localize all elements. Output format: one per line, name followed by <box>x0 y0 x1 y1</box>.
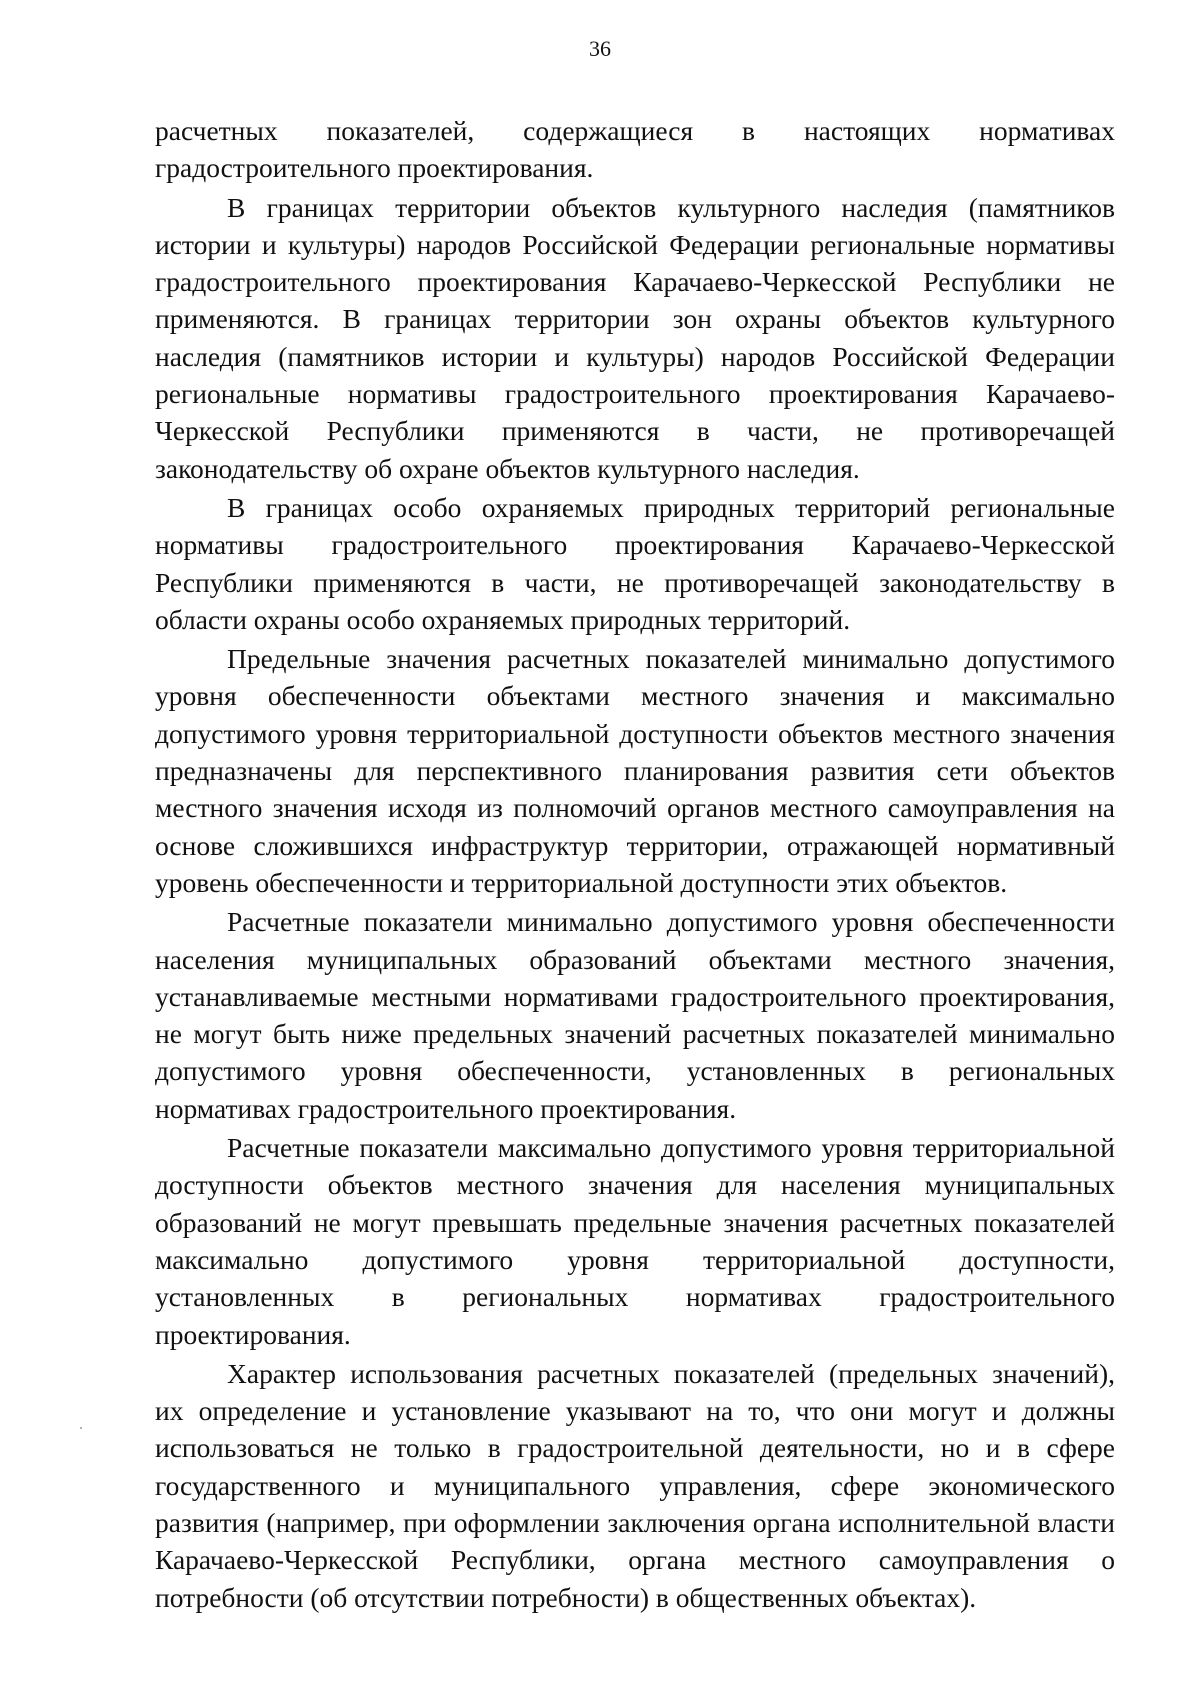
text-line: потребности (об отсутствии потребности) в общественных объектах). <box>155 1581 977 1613</box>
page-number: 36 <box>589 36 611 61</box>
scan-artifact-dot <box>80 1427 82 1429</box>
text-line: проектирования. <box>155 1318 351 1350</box>
text-line: законодательству об охране объектов культурного наследия. <box>155 452 860 484</box>
text-line: основе сложившихся инфраструктур территории, отражающей нормативный <box>155 829 1115 861</box>
paragraph-cultural-heritage <box>155 189 1115 487</box>
text-line: использоваться не только в градостроительной деятельности, но и в сфере <box>155 1432 1115 1464</box>
text-line: не могут быть ниже предельных значений расчетных показателей минимально <box>155 1018 1115 1050</box>
text-line: наследия (памятников истории и культуры) народов Российской Федерации <box>155 340 1115 372</box>
text-line: их определение и установление указывают на то, что они могут и должны <box>155 1395 1115 1427</box>
text-line: региональные нормативы градостроительного проектирования Карачаево- <box>155 378 1115 410</box>
text-line: нормативы градостроительного проектирования Карачаево-Черкесской <box>155 529 1115 561</box>
text-line: уровень обеспеченности и территориальной доступности этих объектов. <box>155 866 1008 898</box>
paragraph-minimum-provision <box>155 903 1115 1127</box>
text-line: Республики применяются в части, не противоречащей законодательству в <box>155 566 1115 598</box>
text-line: предназначены для перспективного планирования развития сети объектов <box>155 755 1115 787</box>
text-line: В границах особо охраняемых природных территорий региональные <box>227 491 1115 523</box>
text-line: доступности объектов местного значения для населения муниципальных <box>155 1169 1115 1201</box>
text-line: области охраны особо охраняемых природных территорий. <box>155 603 851 635</box>
paragraph-maximum-accessibility <box>155 1129 1115 1353</box>
paragraph-limit-values <box>155 640 1115 901</box>
text-line: устанавливаемые местными нормативами градостроительного проектирования, <box>155 980 1115 1012</box>
text-line: допустимого уровня территориальной доступности объектов местного значения <box>155 717 1115 749</box>
text-line: максимально допустимого уровня территориальной доступности, <box>155 1243 1115 1275</box>
paragraph-usage-character <box>155 1355 1115 1616</box>
text-line: В границах территории объектов культурного наследия (памятников <box>227 191 1115 223</box>
text-line: нормативах градостроительного проектирования. <box>155 1092 737 1124</box>
text-line: уровня обеспеченности объектами местного значения и максимально <box>155 680 1115 712</box>
paragraph-protected-areas <box>155 489 1115 638</box>
text-line: Расчетные показатели максимально допустимого уровня территориальной <box>227 1132 1115 1164</box>
text-line: градостроительного проектирования. <box>155 152 594 184</box>
text-line: допустимого уровня обеспеченности, установленных в региональных <box>155 1055 1115 1087</box>
document-body <box>155 112 1115 1618</box>
text-line: местного значения исходя из полномочий органов местного самоуправления на <box>155 792 1115 824</box>
text-line: истории и культуры) народов Российской Федерации региональные нормативы <box>155 228 1115 260</box>
text-line: Черкесской Республики применяются в части, не противоречащей <box>155 415 1115 447</box>
paragraph-continuation <box>155 112 1115 187</box>
text-line: расчетных показателей, содержащиеся в настоящих нормативах <box>155 115 1115 146</box>
text-line: развития (например, при оформлении заключения органа исполнительной власти <box>155 1506 1115 1538</box>
text-line: применяются. В границах территории зон охраны объектов культурного <box>155 303 1115 335</box>
text-line: установленных в региональных нормативах градостроительного <box>155 1281 1115 1313</box>
text-line: населения муниципальных образований объектами местного значения, <box>155 943 1115 975</box>
text-line: Карачаево-Черкесской Республики, органа местного самоуправления о <box>155 1544 1115 1576</box>
text-line: Характер использования расчетных показателей (предельных значений), <box>227 1357 1115 1389</box>
text-line: образований не могут превышать предельные значения расчетных показателей <box>155 1206 1115 1238</box>
text-line: градостроительного проектирования Карачаево-Черкесской Республики не <box>155 266 1115 298</box>
text-line: Расчетные показатели минимально допустимого уровня обеспеченности <box>227 906 1115 938</box>
text-line: Предельные значения расчетных показателей минимально допустимого <box>227 643 1115 675</box>
text-line: государственного и муниципального управления, сфере экономического <box>155 1469 1115 1501</box>
